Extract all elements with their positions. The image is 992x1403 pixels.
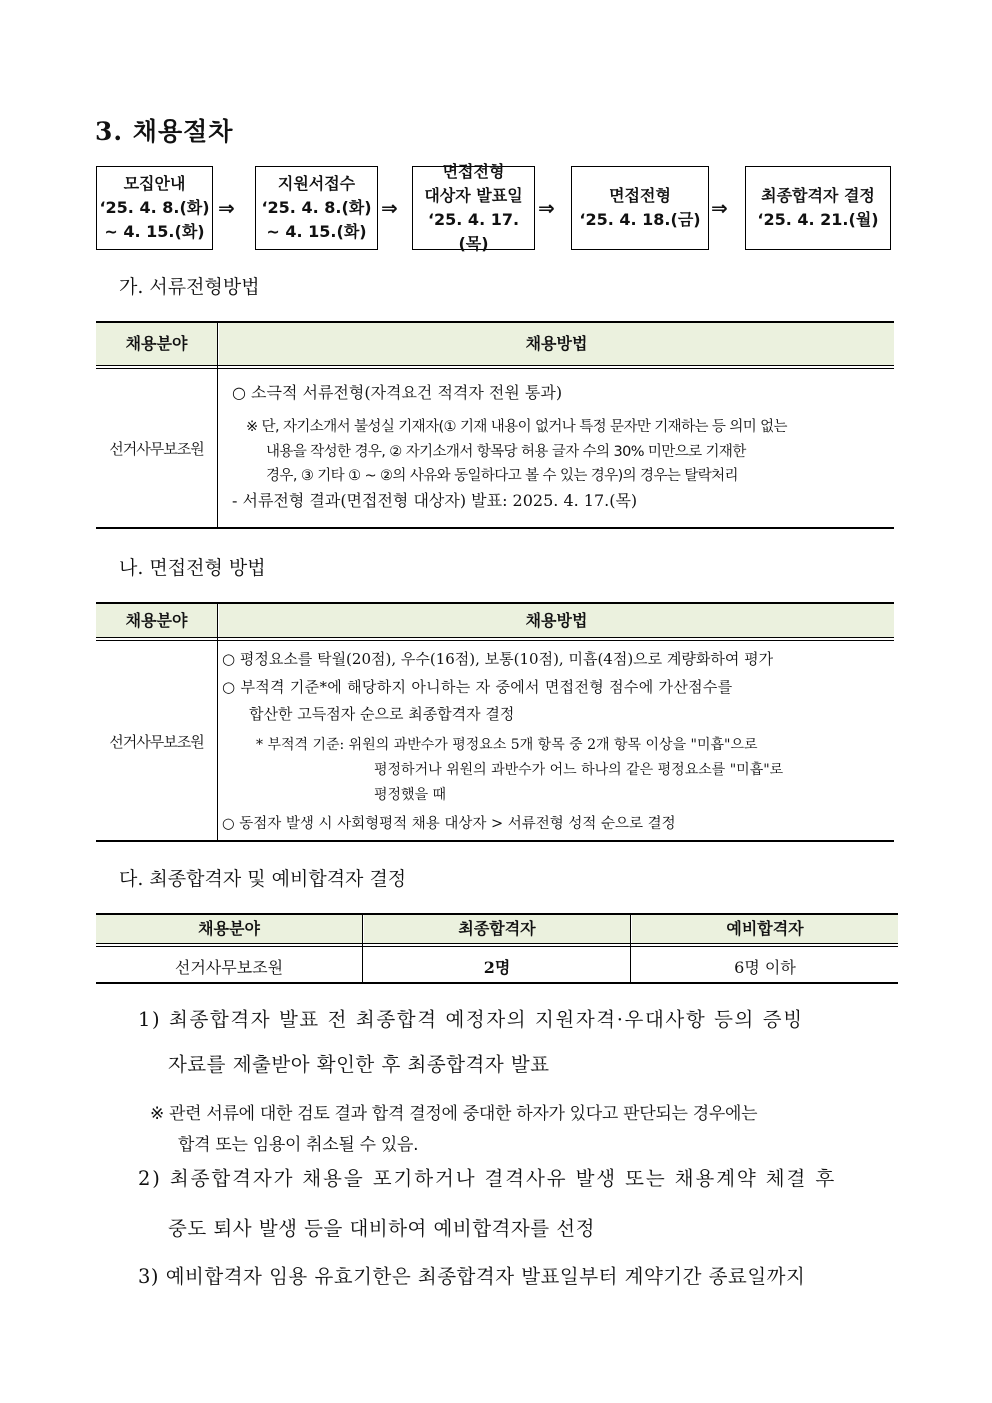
- flow-step-date: ‘25. 4. 18.(금): [579, 210, 701, 229]
- table-c-cell-final: 2명: [483, 958, 511, 977]
- list-item-1: 1) 최종합격자 발표 전 최종합격 예정자의 지원자격·우대사항 등의 증빙: [138, 1008, 804, 1031]
- section-b-title: 나. 면접전형 방법: [119, 557, 266, 579]
- flow-step-label: 모집안내: [123, 174, 186, 193]
- table-a-result-line: - 서류전형 결과(면접전형 대상자) 발표: 2025. 4. 17.(목): [232, 491, 638, 510]
- flow-step-label: 면접전형: [609, 186, 671, 205]
- table-a-header-field: 채용분야: [96, 323, 217, 365]
- section-c-title: 다. 최종합격자 및 예비합격자 결정: [119, 868, 407, 890]
- flow-step-application: [255, 166, 378, 250]
- list-note-cont: 합격 또는 임용이 취소될 수 있음.: [178, 1135, 419, 1155]
- table-c-header-field: 채용분야: [96, 915, 362, 943]
- table-b-method-line: ○ 동점자 발생 시 사회형평적 채용 대상자 > 서류전형 성적 순으로 결정: [222, 816, 676, 832]
- flow-step-label: 최종합격자 결정: [761, 186, 875, 205]
- table-a-note-line: 내용을 작성한 경우, ② 자기소개서 항목당 허용 글자 수의 30% 미만으로 기재한: [266, 444, 746, 460]
- table-b-note-line: * 부적격 기준: 위원의 과반수가 평정요소 5개 항목 중 2개 항목 이상을 "미흡"으로: [256, 737, 758, 753]
- table-b-header-method: 채용방법: [219, 604, 894, 637]
- table-b-method-line: 합산한 고득점자 순으로 최종합격자 결정: [249, 705, 515, 723]
- list-note: ※ 관련 서류에 대한 검토 결과 합격 결정에 중대한 하자가 있다고 판단되는 경우에는: [150, 1104, 758, 1124]
- flow-arrow-icon: ⇒: [381, 196, 398, 220]
- flow-step-interview: [571, 166, 709, 250]
- flow-step-date: ‘25. 4. 8.(화): [99, 198, 210, 217]
- flow-step-label: 지원서접수: [277, 174, 356, 193]
- flow-arrow-icon: ⇒: [218, 196, 235, 220]
- list-item-1-cont: 자료를 제출받아 확인한 후 최종합격자 발표: [168, 1053, 550, 1076]
- list-item-2: 2) 최종합격자가 채용을 포기하거나 결격사유 발생 또는 채용계약 체결 후: [138, 1167, 837, 1190]
- table-a-category: 선거사무보조원: [109, 440, 204, 458]
- table-c-cell-reserve: 6명 이하: [734, 958, 796, 977]
- table-c-cell-field: 선거사무보조원: [174, 958, 284, 977]
- table-b-category: 선거사무보조원: [109, 733, 204, 751]
- flow-step-date: ‘25. 4. 17.(목): [427, 210, 520, 253]
- table-a-header-method: 채용방법: [219, 323, 894, 365]
- flow-arrow-icon: ⇒: [538, 196, 555, 220]
- flow-step-label-2: 대상자 발표일: [424, 186, 523, 205]
- flow-step-date-end: ~ 4. 15.(화): [266, 222, 367, 241]
- table-b-note-line: 평정했을 때: [374, 787, 447, 803]
- list-item-3: 3) 예비합격자 임용 유효기한은 최종합격자 발표일부터 계약기간 종료일까지: [138, 1265, 806, 1288]
- flow-step-date: ‘25. 4. 21.(월): [757, 210, 879, 229]
- flow-step-label: 면접전형: [442, 162, 505, 181]
- flow-step-date: ‘25. 4. 8.(화): [261, 198, 372, 217]
- list-item-2-cont: 중도 퇴사 발생 등을 대비하여 예비합격자를 선정: [168, 1217, 595, 1240]
- section-a-title: 가. 서류전형방법: [119, 276, 260, 298]
- table-c-header-final: 최종합격자: [364, 915, 630, 943]
- table-b-method-line: ○ 평정요소를 탁월(20점), 우수(16점), 보통(10점), 미흡(4점)으로 계량화하여 평가: [222, 650, 774, 668]
- flow-arrow-icon: ⇒: [711, 196, 728, 220]
- table-b-note-line: 평정하거나 위원의 과반수가 어느 하나의 같은 평정요소를 "미흡"로: [374, 762, 784, 778]
- table-b-method-line: ○ 부적격 기준*에 해당하지 아니하는 자 중에서 면접전형 점수에 가산점수를: [222, 678, 733, 696]
- flow-step-recruitment-notice: [96, 166, 213, 250]
- flow-step-final-decision: [745, 166, 891, 250]
- table-b-header-field: 채용분야: [96, 604, 217, 637]
- flow-step-interview-announcement: [412, 162, 535, 253]
- flow-step-date-end: ~ 4. 15.(화): [104, 222, 205, 241]
- table-a-note-line: ※ 단, 자기소개서 불성실 기재자(① 기재 내용이 없거나 특정 문자만 기재하는 등 의미 없는: [246, 419, 787, 435]
- table-c-header-reserve: 예비합격자: [632, 915, 898, 943]
- section-heading: 3. 채용절차: [95, 117, 234, 146]
- table-a-method-line: ○ 소극적 서류전형(자격요건 적격자 전원 통과): [232, 383, 563, 402]
- table-a-note-line: 경우, ③ 기타 ① ~ ②의 사유와 동일하다고 볼 수 있는 경우)의 경우는 탈락처리: [266, 468, 738, 484]
